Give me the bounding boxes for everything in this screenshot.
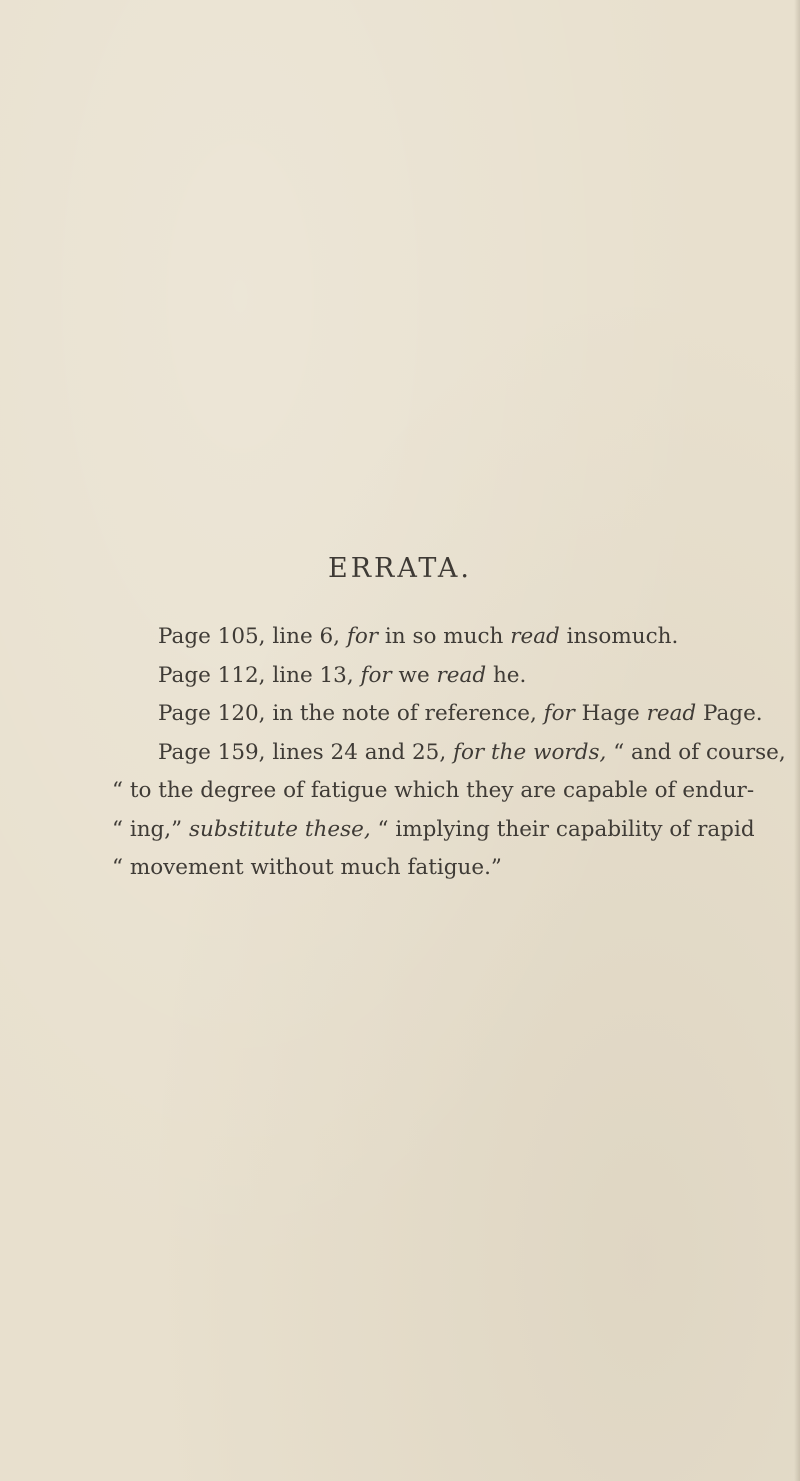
text-run: Page 112, line 13, — [158, 662, 361, 688]
text-run: in so much — [378, 624, 511, 649]
text-run: we — [391, 662, 437, 688]
text-run: “ to the degree of fatigue which they are capable of endur- — [112, 778, 755, 803]
text-run: insomuch. — [559, 624, 679, 649]
page-edge-shadow — [794, 0, 800, 1481]
errata-entry — [112, 657, 772, 696]
errata-entry — [112, 695, 772, 734]
italic-text-run: substitute these, — [188, 816, 371, 842]
italic-text-run: for the words, — [453, 739, 607, 765]
text-run: “ implying their capability of rapid — [370, 816, 755, 842]
errata-entry — [112, 618, 772, 657]
text-run: Page 159, lines 24 and 25, — [158, 739, 454, 765]
text-run: Hage — [574, 701, 647, 726]
text-run: he. — [486, 662, 527, 688]
text-run: “ movement without much fatigue.” — [112, 855, 502, 880]
text-run: Page 105, line 6, — [158, 624, 347, 649]
italic-text-run: for — [543, 701, 575, 726]
text-run: “ ing,” — [112, 816, 189, 842]
italic-text-run: read — [436, 662, 487, 688]
italic-text-run: for — [346, 624, 379, 649]
errata-entry-line — [112, 734, 786, 773]
errata-entry-line — [112, 772, 772, 811]
italic-text-run: read — [646, 701, 697, 726]
text-run: “ and of course, — [606, 739, 786, 765]
errata-entry-line — [112, 849, 772, 888]
page-title: ERRATA. — [327, 553, 472, 584]
italic-text-run: for — [360, 662, 392, 688]
italic-text-run: read — [510, 624, 560, 649]
text-run: Page 120, in the note of reference, — [158, 701, 544, 726]
text-run: Page. — [696, 701, 763, 726]
errata-entry-line — [112, 811, 772, 850]
errata-list — [112, 618, 786, 888]
